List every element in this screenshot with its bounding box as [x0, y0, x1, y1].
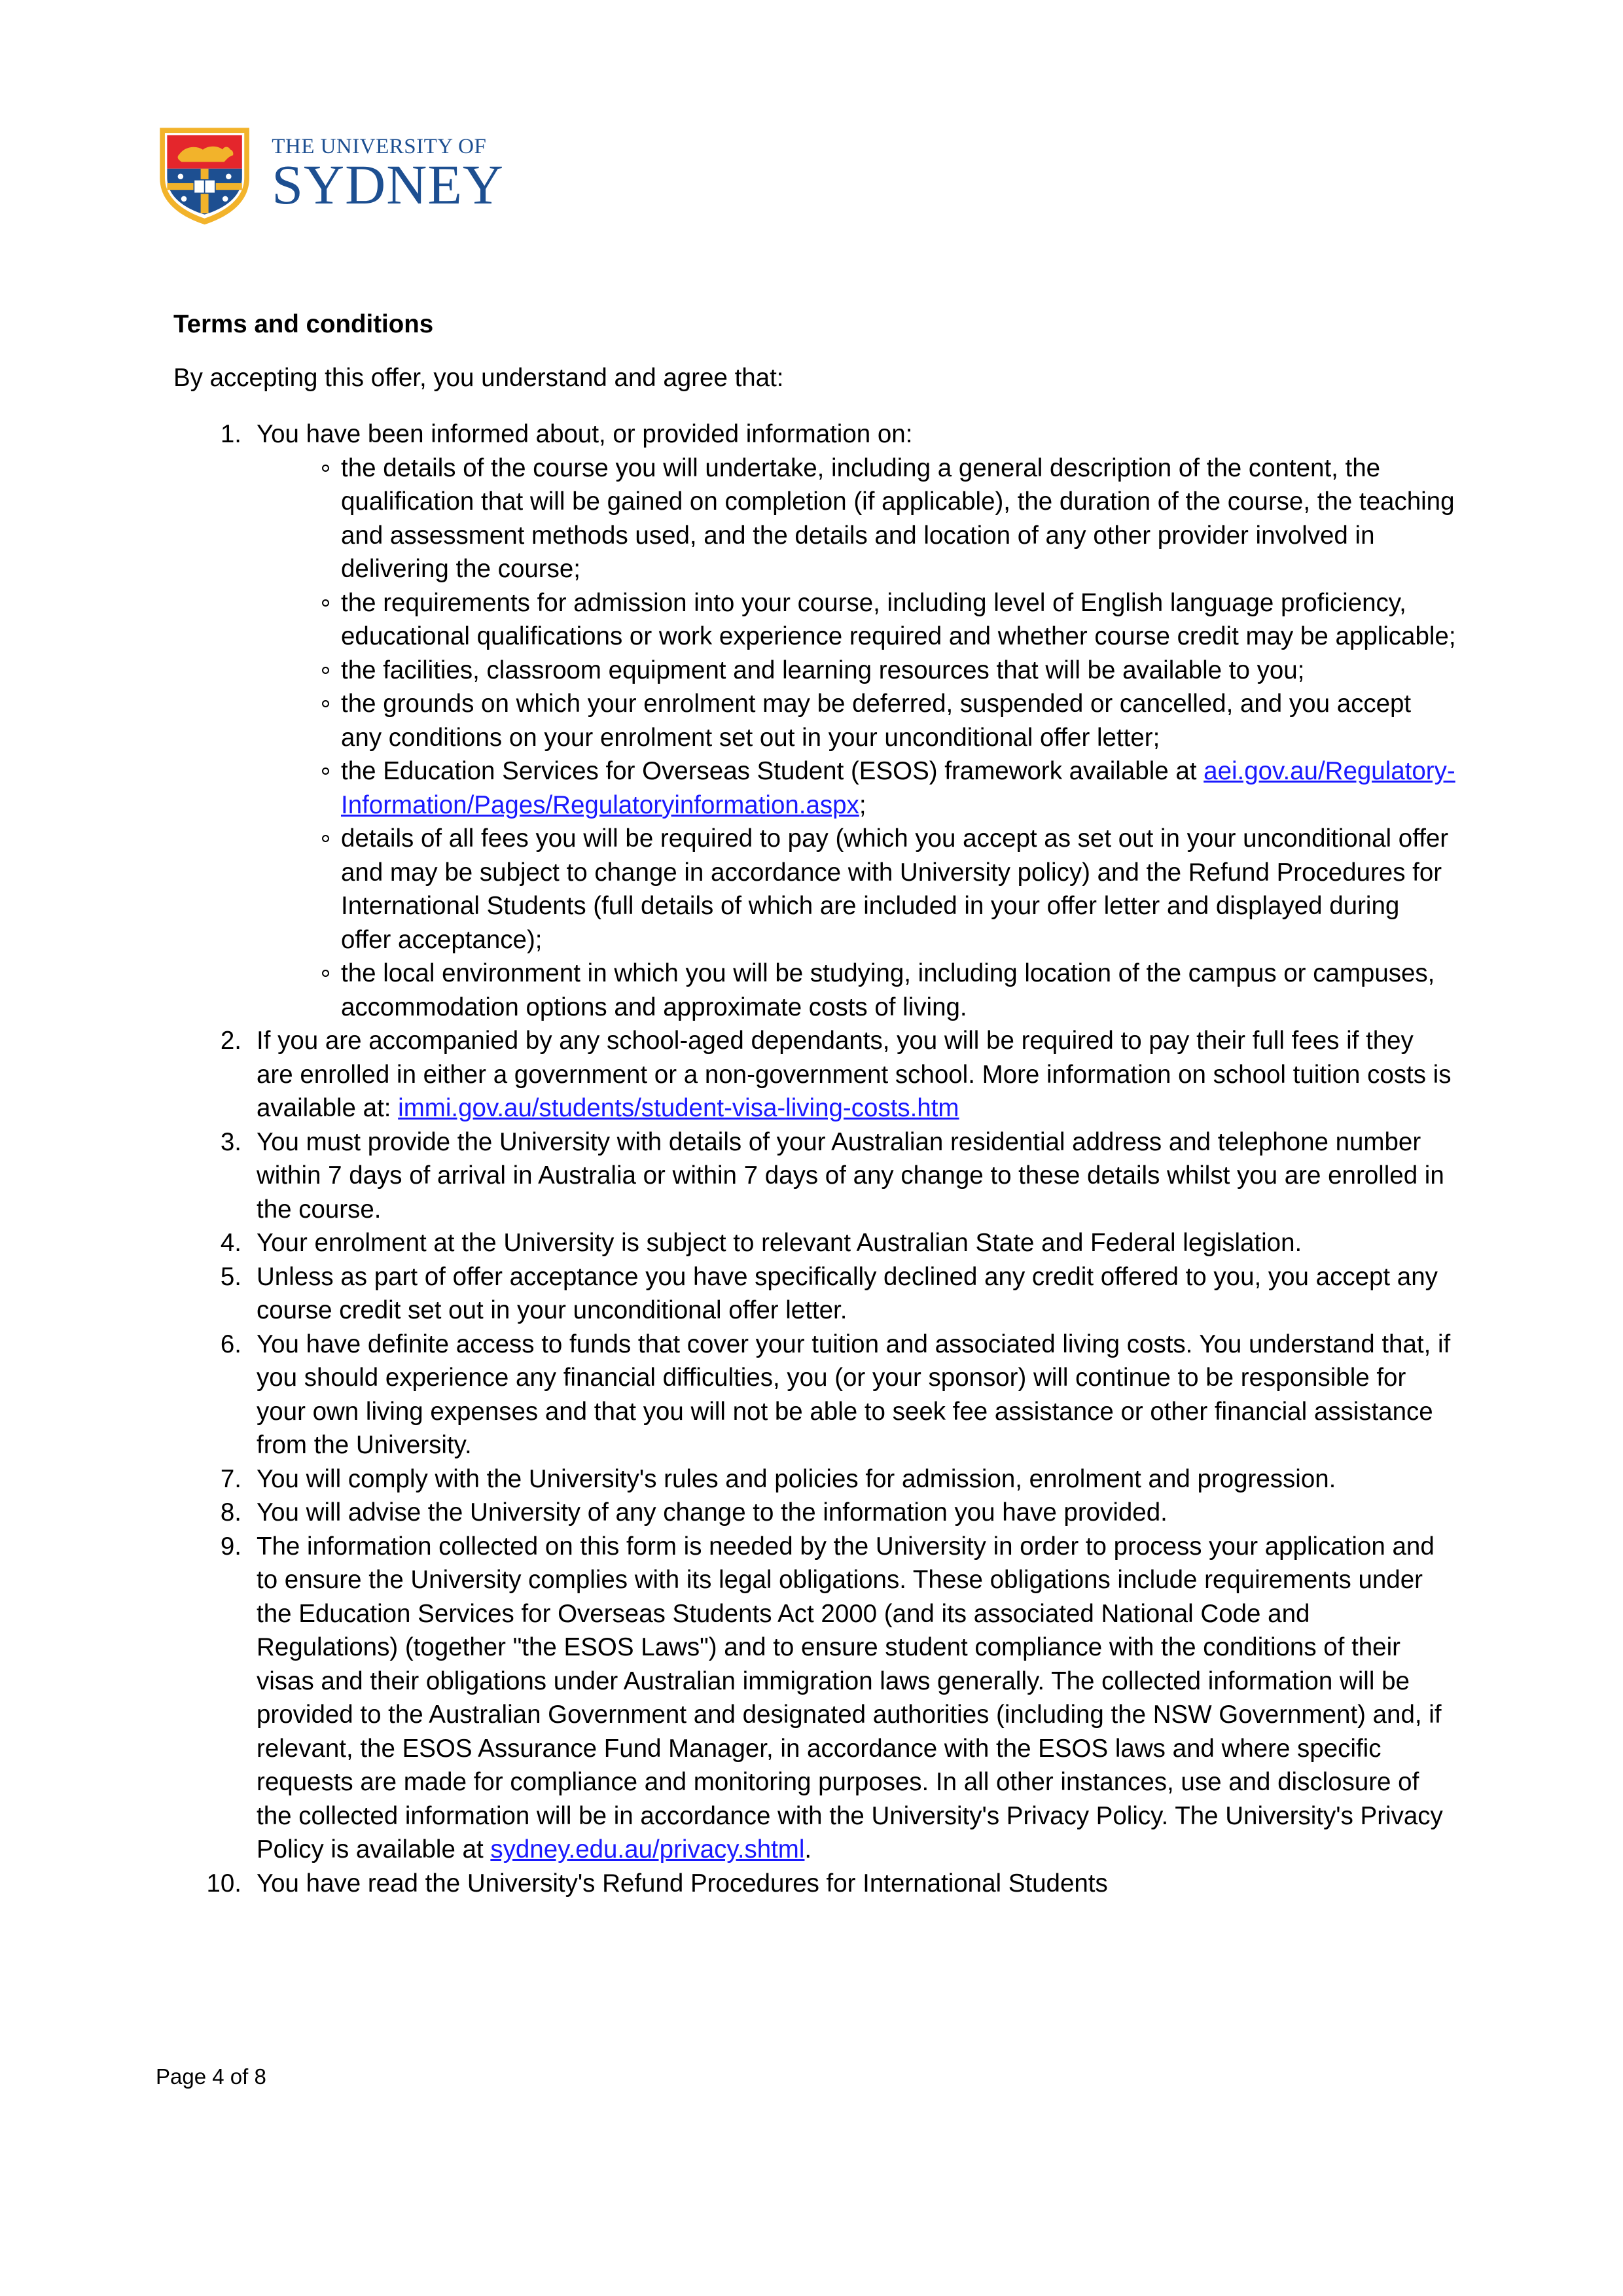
sub-item-text: the grounds on which your enrolment may be deferred, suspended or cancelled, and you accept any conditions on your enrolment set out in your unconditional offer letter;	[341, 690, 1412, 752]
item-text: You will advise the University of any change to the information you have provided.	[257, 1498, 1168, 1527]
item-number: 10.	[206, 1869, 241, 1898]
sub-list	[257, 451, 1456, 1025]
list-item	[173, 417, 1456, 1024]
page-number: Page 4 of 8	[156, 2064, 266, 2089]
sub-item-text: the local environment in which you will be studying, including location of the campus or campuses, accommodation options and approximate costs of living.	[341, 959, 1435, 1021]
list-item	[173, 1226, 1456, 1260]
circle-bullet-icon	[322, 768, 329, 775]
sub-list-item	[257, 451, 1456, 586]
item-number: 1.	[220, 420, 241, 448]
item-text: You must provide the University with details of your Australian residential address and telephone number within 7 days of arrival in Australia or within 7 days of any change to these details whilst you are enrolled in the course.	[257, 1127, 1444, 1224]
item-text: You have been informed about, or provided information on:	[257, 420, 913, 448]
intro-text: By accepting this offer, you understand and agree that:	[173, 363, 784, 392]
list-item	[173, 1530, 1456, 1867]
item-number: 3.	[220, 1127, 241, 1156]
sub-item-text-after: ;	[859, 790, 866, 819]
circle-bullet-icon	[322, 599, 329, 607]
item-number: 6.	[220, 1330, 241, 1358]
privacy-policy-link[interactable]: sydney.edu.au/privacy.shtml	[490, 1835, 805, 1863]
logo-line-1: THE UNIVERSITY OF	[272, 135, 487, 158]
circle-bullet-icon	[322, 835, 329, 842]
item-number: 7.	[220, 1464, 241, 1493]
sub-item-text: details of all fees you will be required to pay (which you accept as set out in your unconditional offer and may be subject to change in accordance with University policy) and the Refund Procedures for International Students (full details of which are included in your offer letter and displayed during offer acceptance);	[341, 824, 1449, 954]
sub-list-item	[257, 957, 1456, 1024]
item-text: Your enrolment at the University is subject to relevant Australian State and Federal legislation.	[257, 1229, 1302, 1257]
circle-bullet-icon	[322, 465, 329, 472]
item-text: Unless as part of offer acceptance you have specifically declined any credit offered to you, you accept any course credit set out in your unconditional offer letter.	[257, 1262, 1438, 1324]
list-item	[173, 1867, 1456, 1901]
item-number: 5.	[220, 1262, 241, 1291]
sub-list-item	[257, 754, 1456, 822]
terms-list	[173, 417, 1456, 1900]
item-number: 8.	[220, 1498, 241, 1527]
list-item	[173, 1328, 1456, 1462]
item-text: You will comply with the University's rules and policies for admission, enrolment and progression.	[257, 1464, 1336, 1493]
sub-list-item	[257, 822, 1456, 957]
item-number: 9.	[220, 1532, 241, 1561]
circle-bullet-icon	[322, 700, 329, 707]
logo-line-2: SYDNEY	[272, 153, 504, 216]
circle-bullet-icon	[322, 667, 329, 674]
item-number: 2.	[220, 1027, 241, 1055]
list-item	[173, 1125, 1456, 1227]
item-text: If you are accompanied by any school-aged dependants, you will be required to pay their full fees if they are enrolled in either a government or a non-government school. More information on school tuition costs is available at:	[257, 1027, 1452, 1122]
sub-list-item	[257, 687, 1456, 754]
sub-item-text: the details of the course you will undertake, including a general description of the content, the qualification that will be gained on completion (if applicable), the duration of the course, the teaching and assessment methods used, and the details and location of any other provider involved in delivering the course;	[341, 453, 1455, 583]
list-item	[173, 1462, 1456, 1496]
item-text: The information collected on this form is needed by the University in order to process your application and to ensure the University complies with its legal obligations. These obligations include requirements under the Education Services for Overseas Students Act 2000 (and its associated National Code and Regulations) (together "the ESOS Laws") and to ensure student compliance with the conditions of their visas and their obligations under Australian immigration laws generally. The collected information will be provided to the Australian Government and designated authorities (including the NSW Government) and, if relevant, the ESOS Assurance Fund Manager, in accordance with the ESOS laws and where specific requests are made for compliance and monitoring purposes. In all other instances, use and disclosure of the collected information will be in accordance with the University's Privacy Policy. The University's Privacy Policy is available at	[257, 1532, 1443, 1863]
university-crest-icon	[157, 116, 252, 234]
sub-item-text: the Education Services for Overseas Student (ESOS) framework available at	[341, 757, 1204, 785]
university-wordmark	[272, 135, 504, 216]
item-text: You have read the University's Refund Procedures for International Students	[257, 1869, 1108, 1898]
item-text-after: .	[804, 1835, 812, 1863]
list-item	[173, 1496, 1456, 1530]
item-text: You have definite access to funds that cover your tuition and associated living costs. You understand that, if you should experience any financial difficulties, you (or your sponsor) will continue to be responsible for your own living expenses and that you will not be able to seek fee assistance or other financial assistance from the University.	[257, 1330, 1451, 1459]
sub-list-item	[257, 654, 1456, 688]
circle-bullet-icon	[322, 970, 329, 977]
sub-list-item	[257, 586, 1456, 654]
esos-framework-link[interactable]: aei.gov.au/Regulatory-Information/Pages/Regulatoryinformation.aspx	[341, 757, 1455, 819]
living-costs-link[interactable]: immi.gov.au/students/student-visa-living-costs.htm	[398, 1094, 959, 1122]
sub-item-text: the facilities, classroom equipment and learning resources that will be available to you;	[341, 656, 1305, 684]
page-heading: Terms and conditions	[173, 310, 434, 338]
list-item	[173, 1024, 1456, 1125]
item-number: 4.	[220, 1229, 241, 1257]
list-item	[173, 1260, 1456, 1328]
document-body	[173, 308, 1456, 1900]
university-logo	[157, 116, 504, 234]
sub-item-text: the requirements for admission into your course, including level of English language proficiency, educational qualifications or work experience required and whether course credit may be applicable;	[341, 588, 1456, 650]
